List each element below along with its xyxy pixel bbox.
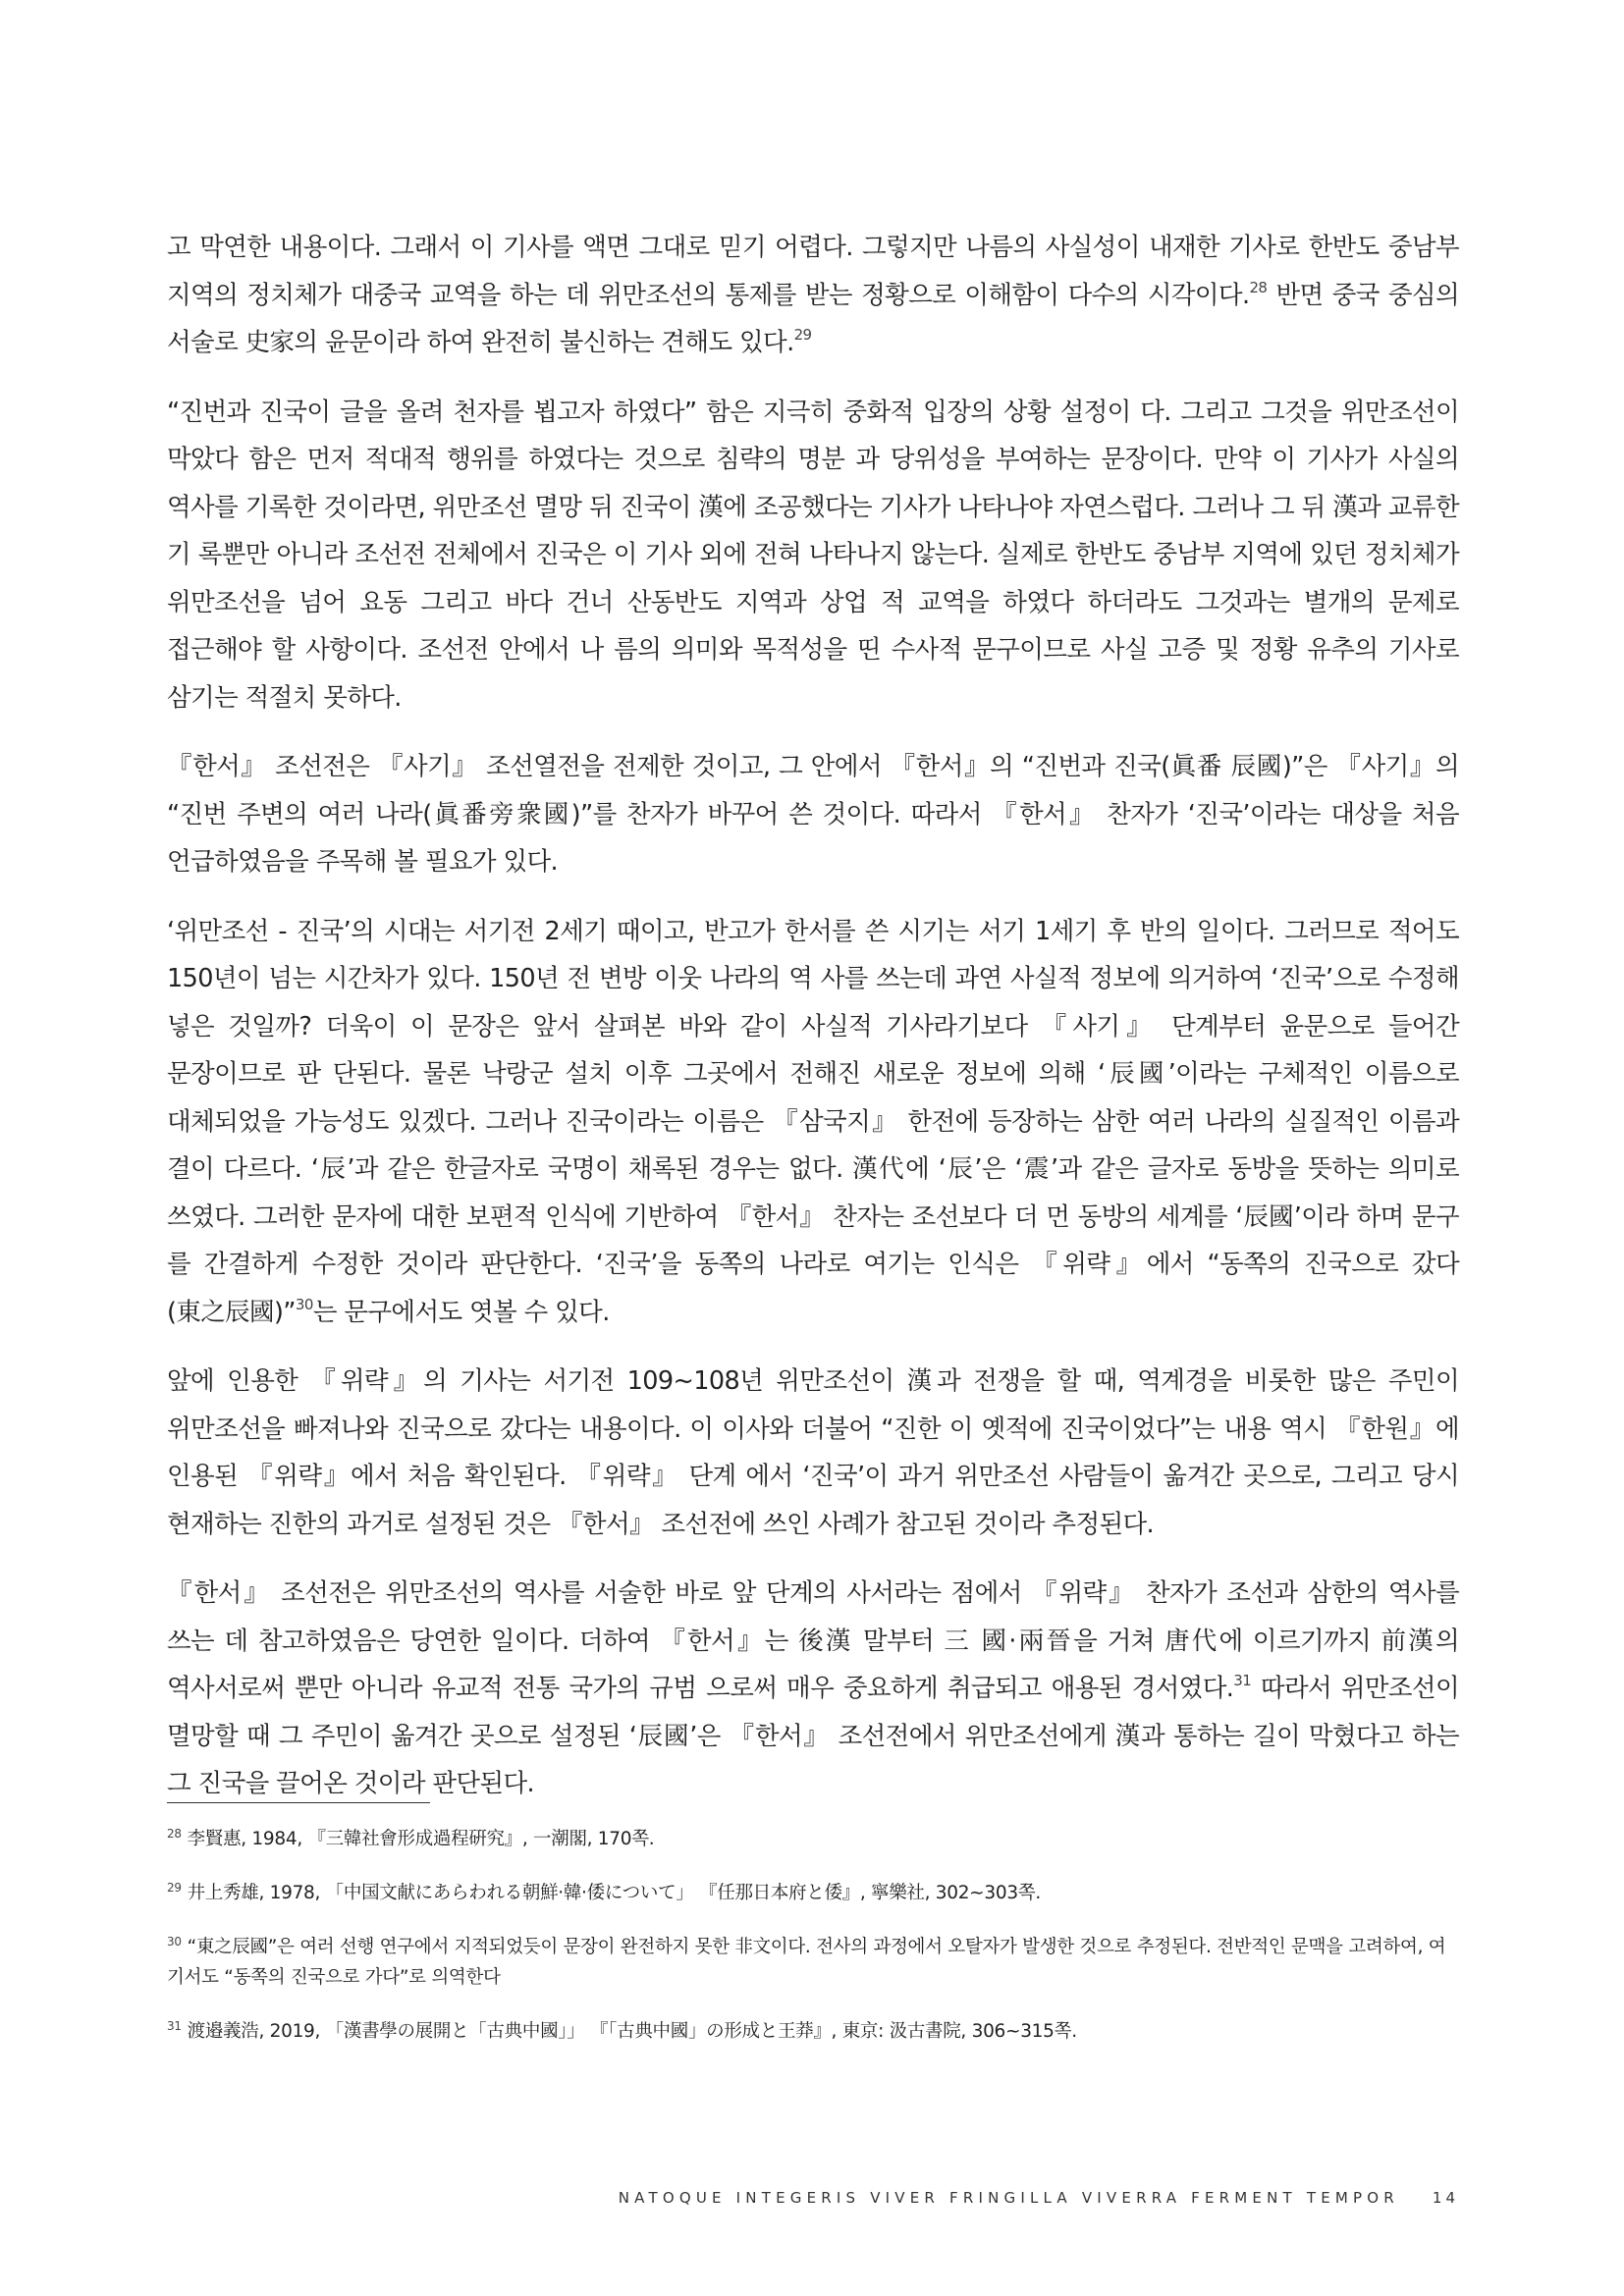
footnote-30 [167,1932,1459,1993]
footnotes [167,1824,1459,2070]
footnote-text: “東之辰國”은 여러 선행 연구에서 지적되었듯이 문장이 완전하지 못한 非文이다. 전사의 과정에서 오탈자가 발생한 것으로 추정된다. 전반적인 문맥을 고려하여, 여기서도 “동쪽의 진국으로 가다”로 의역한다 [167,1937,1446,1988]
body-paragraph-4 [167,908,1459,1337]
body-paragraph-6 [167,1570,1459,1808]
footnote-ref-29[interactable]: 29 [793,325,812,344]
footnote-ref-28[interactable]: 28 [1249,278,1268,296]
footnote-31 [167,2016,1459,2047]
footnote-divider [167,1802,430,1803]
paragraph-text: ‘위만조선 - 진국’의 시대는 서기전 2세기 때이고, 반고가 한서를 쓴 시기는 서기 1세기 후 반의 일이다. 그러므로 적어도 150년이 넘는 시간차가 있다. 150년 전 변방 이웃 나라의 역 사를 쓰는데 과연 사실적 정보에 의거하여 ‘진국’으로 수정해 넣은 것일까? 더욱이 이 문장은 앞서 살펴본 바와 같이 사실적 기사라기보다 『사기』 단계부터 윤문으로 들어간 문장이므로 판 단된다. 물론 낙랑군 설치 이후 그곳에서 전해진 새로운 정보에 의해 ‘辰國’이라는 구체적인 이름으로 대체되었을 가능성도 있겠다. 그러나 진국이라는 이름은 『삼국지』 한전에 등장하는 삼한 여러 나라의 실질적인 이름과 결이 다르다. ‘辰’과 같은 한글자로 국명이 채록된 경우는 없다. 漢代에 ‘辰’은 ‘震’과 같은 글자로 동방을 뜻하는 의미로 쓰였다. 그러한 문자에 대한 보편적 인식에 기반하여 『한서』 찬자는 조선보다 더 먼 동방의 세계를 ‘辰國’이라 하며 문구 를 간결하게 수정한 것이라 판단한다. ‘진국’을 동쪽의 나라로 여기는 인식은 『위략』에서 “동쪽의 진국으로 갔다(東之辰國)” [167,916,1459,1327]
body-paragraph-3 [167,743,1459,886]
page-number: 14 [1432,2189,1459,2207]
running-title: NATOQUE INTEGERIS VIVER FRINGILLA VIVERRA FERMENT TEMPOR [618,2189,1399,2207]
footnote-text: 李賢惠, 1984, 『三韓社會形成過程硏究』, 一潮閣, 170쪽. [187,1829,655,1849]
footnote-number: 29 [167,1880,182,1895]
paragraph-text: “진번과 진국이 글을 올려 천자를 뵙고자 하였다” 함은 지극히 중화적 입장의 상황 설정이 다. 그리고 그것을 위만조선이 막았다 함은 먼저 적대적 행위를 하였다는 것으로 침략의 명분 과 당위성을 부여하는 문장이다. 만약 이 기사가 사실의 역사를 기록한 것이라면, 위만조선 멸망 뒤 진국이 漢에 조공했다는 기사가 나타나야 자연스럽다. 그러나 그 뒤 漢과 교류한 기 록뿐만 아니라 조선전 전체에서 진국은 이 기사 외에 전혀 나타나지 않는다. 실제로 한반도 중남부 지역에 있던 정치체가 위만조선을 넘어 요동 그리고 바다 건너 산동반도 지역과 상업 적 교역을 하였다 하더라도 그것과는 별개의 문제로 접근해야 할 사항이다. 조선전 안에서 나 름의 의미와 목적성을 띤 수사적 문구이므로 사실 고증 및 정황 유추의 기사로 삼기는 적절치 못하다. [167,397,1459,713]
footnote-number: 31 [167,2018,182,2033]
paragraph-text: 고 막연한 내용이다. 그래서 이 기사를 액면 그대로 믿기 어렵다. 그렇지만 나름의 사실성이 내재한 기사로 한반도 중남부 지역의 정치체가 대중국 교역을 하는 데 위만조선의 통제를 받는 정황으로 이해함이 다수의 시각이다. [167,233,1459,310]
paragraph-text: 는 문구에서도 엿볼 수 있다. [312,1297,610,1327]
paragraph-text: 따라서 위만조선이 멸망할 때 그 주민이 옮겨간 곳으로 설정된 ‘辰國’은 『한서』 조선전에서 위만조선에게 漢과 통하는 길이 막혔다고 하는 그 진국을 끌어온 것이라 판단된다. [167,1674,1459,1798]
body-paragraph-2 [167,389,1459,722]
body-paragraph-1 [167,224,1459,367]
paragraph-text: 『한서』 조선전은 위만조선의 역사를 서술한 바로 앞 단계의 사서라는 점에서 『위략』 찬자가 조선과 삼한의 역사를 쓰는 데 참고하였음은 당연한 일이다. 더하여 『한서』는 後漢 말부터 三 國·兩晉을 거쳐 唐代에 이르기까지 前漢의 역사서로써 뿐만 아니라 유교적 전통 국가의 규범 으로써 매우 중요하게 취급되고 애용된 경서였다. [167,1578,1459,1703]
paragraph-text: 반면 중국 중심의 서술로 史家의 윤문이라 하여 완전히 불신하는 견해도 있다. [167,280,1459,357]
footnote-number: 28 [167,1826,182,1841]
main-body [167,224,1459,1830]
footnote-ref-31[interactable]: 31 [1233,1671,1252,1689]
footnote-text: 井上秀雄, 1978, 「中国文献にあらわれる朝鮮·韓·倭について」 『任那日本府と倭』, 寧樂社, 302~303쪽. [187,1883,1041,1903]
footnote-28 [167,1824,1459,1854]
footnote-number: 30 [167,1934,182,1949]
paragraph-text: 앞에 인용한 『위략』의 기사는 서기전 109~108년 위만조선이 漢과 전쟁을 할 때, 역계경을 비롯한 많은 주민이 위만조선을 빠져나와 진국으로 갔다는 내용이다. 이 이사와 더불어 “진한 이 옛적에 진국이었다”는 내용 역시 『한원』에 인용된 『위략』에서 처음 확인된다. 『위략』 단계 에서 ‘진국’이 과거 위만조선 사람들이 옮겨간 곳으로, 그리고 당시 현재하는 진한의 과거로 설정된 것은 『한서』 조선전에 쓰인 사례가 참고된 것이라 추정된다. [167,1366,1459,1539]
running-footer [619,2189,1459,2207]
footnote-text: 渡邉義浩, 2019, 「漢書學の展開と「古典中國」」 『「古典中國」の形成と王莽』, 東京: 汲古書院, 306~315쪽. [187,2021,1077,2042]
paragraph-text: 『한서』 조선전은 『사기』 조선열전을 전제한 것이고, 그 안에서 『한서』의 “진번과 진국(眞番 辰國)”은 『사기』의 “진번 주변의 여러 나라(眞番旁衆國)”를 찬자가 바꾸어 쓴 것이다. 따라서 『한서』 찬자가 ‘진국’이라는 대상을 처음 언급하였음을 주목해 볼 필요가 있다. [167,752,1459,877]
body-paragraph-5 [167,1358,1459,1548]
footnote-29 [167,1878,1459,1908]
footnote-ref-30[interactable]: 30 [295,1295,313,1313]
